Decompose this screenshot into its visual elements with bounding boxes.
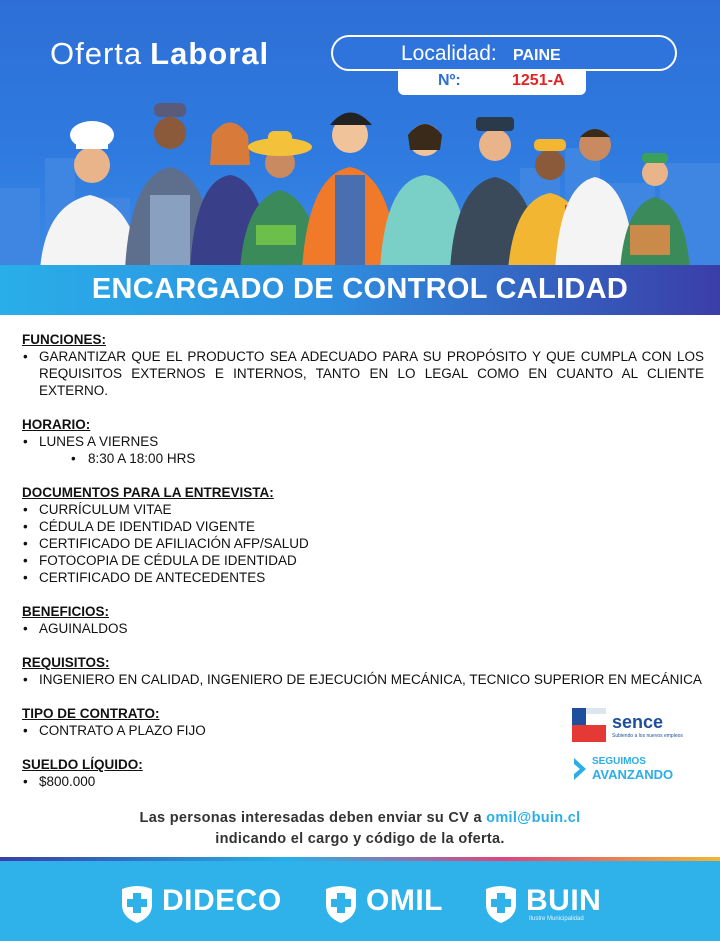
avanzando-text: AVANZANDO [592, 767, 674, 782]
chile-government-icon [572, 708, 606, 742]
locality-label: Localidad: [401, 42, 497, 65]
shield-cross-icon [322, 883, 360, 923]
locality-value: PAINE [513, 47, 561, 64]
application-note [0, 808, 720, 850]
offer-number-value: 1251-A [512, 72, 565, 89]
sence-tagline: Subiendo a los nuevos empleos [612, 733, 683, 739]
section-title-requisitos: REQUISITOS: [22, 655, 110, 670]
list-item: • CERTIFICADO DE AFILIACIÓN AFP/SALUD [22, 535, 704, 552]
footer-bar [0, 861, 720, 941]
buin-text: BUIN [526, 884, 602, 917]
list-item: • GARANTIZAR QUE EL PRODUCTO SEA ADECUADO PARA SU PROPÓSITO Y QUE CUMPLA CON LOS REQUISITOS EXTERNOS E INTERNOS, TANTO EN LO LEGAL COMO EN CUANTO AL CLIENTE EXTERNO. [22, 348, 704, 399]
list-item: • INGENIERO EN CALIDAD, INGENIERO DE EJECUCIÓN MECÁNICA, TECNICO SUPERIOR EN MECÁNICA [22, 671, 704, 688]
section-title-sueldo: SUELDO LÍQUIDO: [22, 757, 143, 772]
brand-title-word1: Oferta [50, 36, 143, 71]
contact-email[interactable]: omil@buin.cl [486, 810, 581, 826]
locality-box [331, 35, 677, 71]
hero-banner [0, 0, 720, 268]
buin-logo [482, 883, 612, 923]
section-beneficios [22, 603, 704, 637]
list-item: • CÉDULA DE IDENTIDAD VIGENTE [22, 518, 704, 535]
note-line-2: indicando el cargo y código de la oferta. [215, 831, 505, 847]
list-item: • CONTRATO A PLAZO FIJO [22, 722, 704, 739]
workers-illustration [30, 95, 690, 268]
brand-title [50, 36, 269, 72]
omil-logo [322, 883, 462, 923]
sub-list-item: • 8:30 A 18:00 HRS [22, 450, 704, 467]
note-text: Las personas interesadas deben enviar su CV a [139, 810, 487, 826]
list-item: • CURRÍCULUM VITAE [22, 501, 704, 518]
list-item: • AGUINALDOS [22, 620, 704, 637]
section-funciones [22, 331, 704, 399]
dideco-text: DIDECO [162, 884, 282, 917]
shield-cross-icon [482, 883, 520, 923]
note-line-1 [0, 808, 720, 829]
section-horario [22, 416, 704, 467]
omil-text: OMIL [366, 884, 443, 917]
sence-wordmark: sence [612, 712, 664, 732]
section-title-horario: HORARIO: [22, 417, 91, 432]
dideco-logo [118, 883, 288, 923]
offer-number-box [398, 69, 586, 95]
list-item: • $800.000 [22, 773, 704, 790]
section-title-beneficios: BENEFICIOS: [22, 604, 110, 619]
list-item: • FOTOCOPIA DE CÉDULA DE IDENTIDAD [22, 552, 704, 569]
seguimos-avanzando-logo [572, 754, 692, 784]
chef-figure [40, 121, 140, 268]
offer-number-label: Nº: [438, 72, 461, 89]
list-item: • CERTIFICADO DE ANTECEDENTES [22, 569, 704, 586]
seguimos-text: SEGUIMOS [592, 756, 646, 767]
section-title-funciones: FUNCIONES: [22, 332, 106, 347]
buin-subtext: Ilustre Municipalidad [529, 916, 584, 922]
job-title: ENCARGADO DE CONTROL CALIDAD [91, 273, 629, 305]
sence-logo [572, 706, 682, 742]
section-title-documentos: DOCUMENTOS PARA LA ENTREVISTA: [22, 485, 274, 500]
section-documentos [22, 484, 704, 586]
section-requisitos [22, 654, 704, 688]
shield-cross-icon [118, 883, 156, 923]
job-title-band [0, 265, 720, 315]
section-title-contrato: TIPO DE CONTRATO: [22, 706, 160, 721]
brand-title-word2: Laboral [150, 36, 270, 71]
list-item: • LUNES A VIERNES [22, 433, 704, 450]
grocer-figure [620, 153, 690, 268]
chevron-right-icon [572, 756, 588, 782]
